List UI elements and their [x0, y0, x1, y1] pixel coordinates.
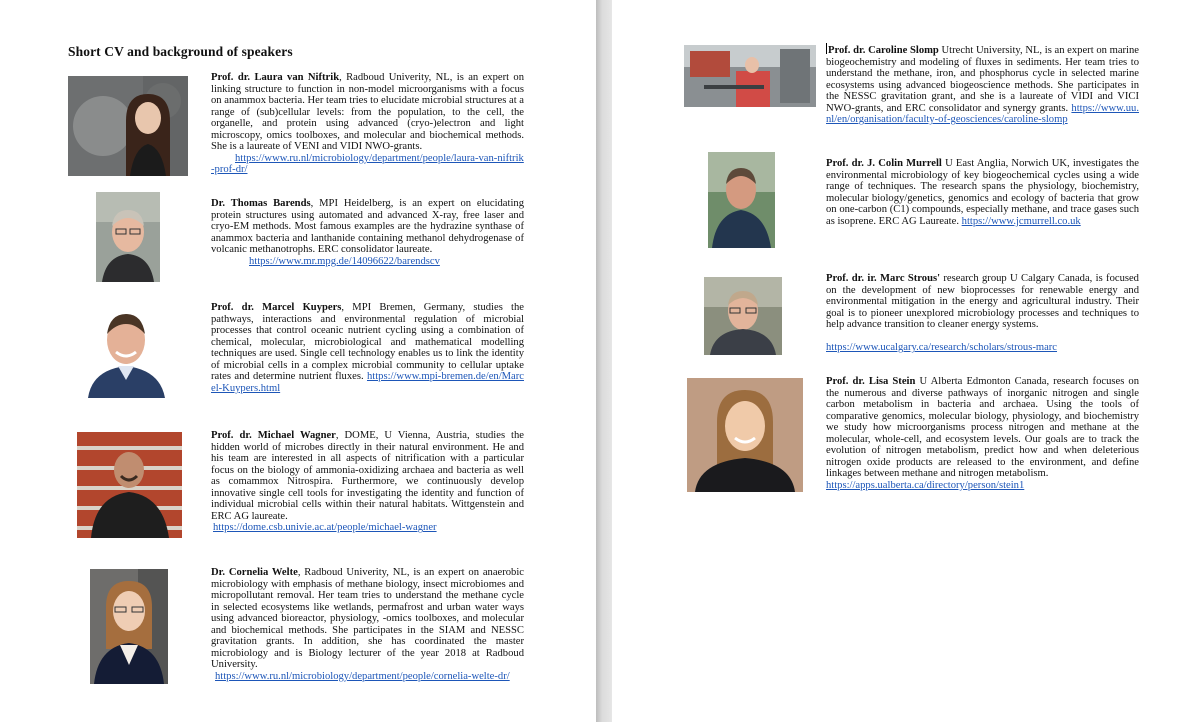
portrait-photo: [90, 569, 168, 684]
speaker-name: Prof. dr. Laura van Niftrik: [211, 72, 340, 83]
portrait-photo: [77, 432, 182, 538]
portrait-photo: [704, 277, 782, 355]
speaker-link[interactable]: https://www.ru.nl/microbiology/department/people/laura-van-niftrik-prof-dr/: [211, 152, 524, 176]
speaker-bio: , MPI Heidelberg, is an expert on elucidating protein structures using automated and advanced X-ray, free laser and cryo-EM methods. Most famous examples are the hydrazine synthase of anammox bacteria and lanthanide containing methanol dehydrogenase of volcanic methanotrophs. ERC consolidator laureate.: [211, 198, 524, 256]
speaker-name: Prof. dr. Marcel Kuypers: [211, 302, 342, 313]
speaker-bio: U East Anglia, Norwich UK, investigates the environmental microbiology of key biogeochemical cycles using a wide range of techniques. The research spans the physiology, biochemistry, molecular biology/genetics, genomics and ecology of bacteria that grow on one-carbon (C1) compounds, especially methane, and trace gases such as isoprene. ERC AG Laureate.: [826, 158, 1139, 227]
speaker-link[interactable]: https://www.jcmurrell.co.uk: [961, 215, 1081, 227]
section-heading: Short CV and background of speakers: [68, 44, 293, 59]
document-page-left: [0, 0, 596, 722]
speaker-name: Prof. dr. Michael Wagner: [211, 430, 336, 441]
field-work-photo: [684, 45, 816, 107]
speaker-link[interactable]: https://www.ru.nl/microbiology/department/people/cornelia-welte-dr/: [215, 670, 510, 682]
portrait-photo: [708, 152, 775, 248]
speaker-link[interactable]: https://dome.csb.univie.ac.at/people/michael-wagner: [213, 522, 437, 534]
speaker-name: Prof. dr. Lisa Stein: [826, 376, 916, 387]
speaker-link[interactable]: https://www.mr.mpg.de/14096622/barendscv: [249, 255, 440, 267]
speaker-bio: Utrecht University, NL, is an expert on marine biogeochemistry and modeling of fluxes in sediments. Her team tries to understand the methane, iron, and phosphorus cycle in selected marine ecosystems using advanced biogeoscience methods. She participates in the NESSC gravitation grant, and she is a laureate of VIDI and VICI NWO-grants, and ERC consolidator and synergy grants.: [826, 45, 1139, 114]
portrait-photo: [96, 192, 160, 282]
portrait-photo: [80, 302, 173, 398]
speaker-link[interactable]: https://apps.ualberta.ca/directory/person/stein1: [826, 479, 1025, 491]
speaker-bio: , Radboud Univerity, NL, is an expert on linking structure to function in non-model microorganisms with a focus on anammox bacteria. Her team tries to elucidate microbial structures at a range of (sub)cellular levels: from the population, to the cell, the organelle, and protein using advanced (cryo-)electron and light microscopy, omics toolboxes, and molecular and biochemical methods. She is a laureate of VENI and VIDI NWO-grants.: [211, 72, 524, 153]
speaker-name: Prof. dr. J. Colin Murrell: [826, 158, 942, 169]
speaker-bio: , Radboud Univerity, NL, is an expert on anaerobic microbiology with emphasis of methane biology, insect microbiomes and micropollutant removal. Her team tries to understand the methane cycle in selected ecosystems like wetlands, permafrost and urban water ways using advanced bioreactor, physiology, -omics toolboxes, and molecular and biochemical methods. She participates in the SIAM and NESSC gravitation grants. In addition, she has coordinated the master microbiology and is Biology lecturer of the year 2018 at Radboud University.: [211, 567, 524, 671]
speaker-link[interactable]: https://www.mpi-bremen.de/en/Marcel-Kuypers.html: [211, 371, 524, 394]
portrait-photo: [687, 378, 803, 492]
speaker-link[interactable]: https://www.uu.nl/en/organisation/faculty-of-geosciences/caroline-slomp: [826, 102, 1139, 126]
speaker-bio: U Alberta Edmonton Canada, research focuses on the numerous and diverse pathways of inorganic nitrogen and single carbon metabolism in bacteria and archaea. Using the tools of comparative genomics, molecular biology, physiology, and biochemistry we study how microorganisms process nitrogen and methane at the molecular, whole-cell, and ecosystem levels. Our goals are to track the evolution of nitrogen metabolism, predict how and when deleterious nitrogen oxide products are released to the environment, and define linkages between methane and nitrogen metabolism.: [826, 376, 1139, 480]
speaker-link[interactable]: https://www.ucalgary.ca/research/scholars/strous-marc: [826, 342, 1058, 354]
portrait-photo: [68, 76, 188, 176]
speaker-bio: , DOME, U Vienna, Austria, studies the hidden world of microbes directly in their natural environment. He and his team are interested in all aspects of nitrification with a particular focus on the biology of ammonia-oxidizing archaea and bacteria as well as comammox Nitrospira. Furthermore, we continuously develop innovative single cell tools for investigating the identity and function of individual microbial cells within their natural habitats. Wittgenstein and ERC AG laureate.: [211, 430, 525, 522]
page-gutter: [596, 0, 612, 722]
speaker-name: Dr. Thomas Barends: [211, 198, 311, 209]
speaker-bio: research group U Calgary Canada, is focused on the development of new bioprocesses for renewable energy and environmental mitigation in the energy and agricultural industry. Their goal is to pioneer unexplored microbiology processes and techniques to help advance transition to cleaner energy systems.: [826, 273, 1139, 331]
document-page-right: [612, 0, 1200, 722]
speaker-name: Prof. dr. Caroline Slomp: [828, 45, 939, 56]
speaker-name: Prof. dr. ir. Marc Strous': [826, 273, 941, 284]
speaker-bio: , MPI Bremen, Germany, studies the pathways, interactions and environmental regulation of microbial processes that control oceanic nutrient cycling using a combination of chemical, molecular, microbiological and mathematical modelling techniques are used. Single cell technology enables us to link the identity of microbial cells in a complex microbial community to cellular uptake rates and determine nutrient fluxes.: [211, 302, 524, 383]
text-cursor: [826, 43, 827, 54]
speaker-name: Dr. Cornelia Welte: [211, 567, 298, 578]
